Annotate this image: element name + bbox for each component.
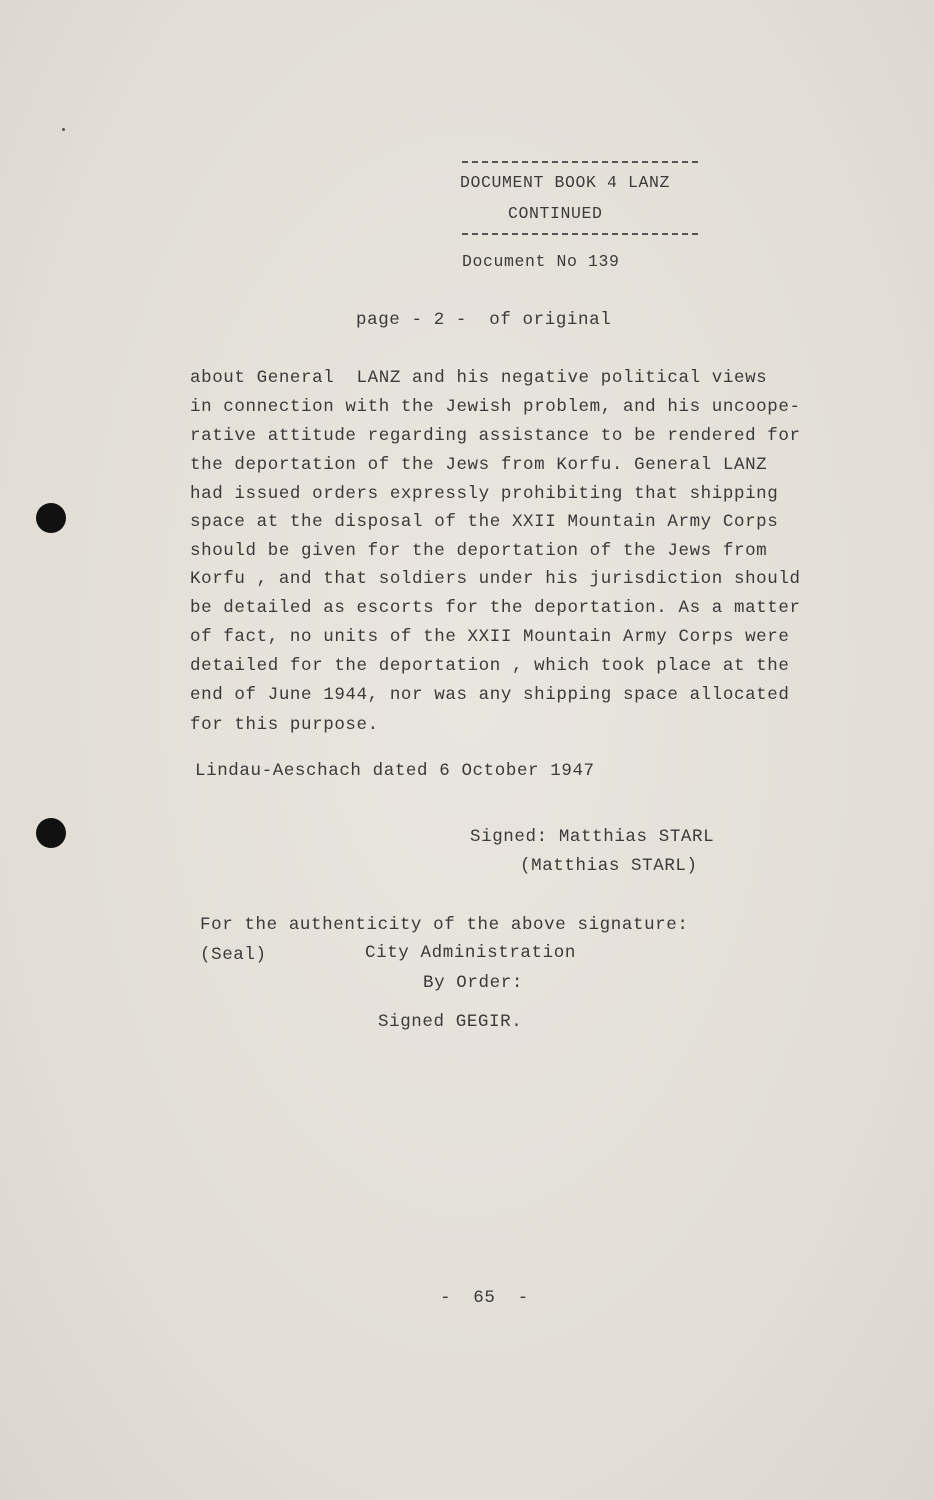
body-line: should be given for the deportation of the Jews from [190,541,768,561]
paper-speck [62,128,65,131]
body-line: of fact, no units of the XXII Mountain Army Corps were [190,627,790,647]
signed-gegir: Signed GEGIR. [378,1012,523,1032]
punch-hole-bottom [36,818,66,848]
header-rule-bottom [462,233,698,235]
body-line: for this purpose. [190,715,379,735]
city-administration: City Administration [365,943,576,963]
authenticity-statement: For the authenticity of the above signature: [200,915,689,935]
page-reference: page - 2 - of original [356,310,612,330]
body-line: rative attitude regarding assistance to be rendered for [190,426,801,446]
continued-label: CONTINUED [508,204,603,223]
signature-line: Signed: Matthias STARL [470,827,715,847]
page-number: - 65 - [440,1288,529,1308]
body-line: be detailed as escorts for the deportation. As a matter [190,598,801,618]
document-number: Document No 139 [462,252,620,271]
body-line: end of June 1944, nor was any shipping space allocated [190,685,790,705]
body-line: space at the disposal of the XXII Mountain Army Corps [190,512,779,532]
body-line: detailed for the deportation , which took place at the [190,656,790,676]
punch-hole-top [36,503,66,533]
by-order: By Order: [423,973,523,993]
body-line: the deportation of the Jews from Korfu. General LANZ [190,455,768,475]
body-line: Korfu , and that soldiers under his jurisdiction should [190,569,801,589]
body-line: in connection with the Jewish problem, and his uncoope- [190,397,801,417]
document-book-title: DOCUMENT BOOK 4 LANZ [460,173,671,192]
seal-label: (Seal) [200,945,267,965]
body-line: about General LANZ and his negative political views [190,368,768,388]
signature-name: (Matthias STARL) [520,856,698,876]
place-date: Lindau-Aeschach dated 6 October 1947 [195,761,595,781]
body-line: had issued orders expressly prohibiting that shipping [190,484,779,504]
header-rule-top [462,161,698,163]
